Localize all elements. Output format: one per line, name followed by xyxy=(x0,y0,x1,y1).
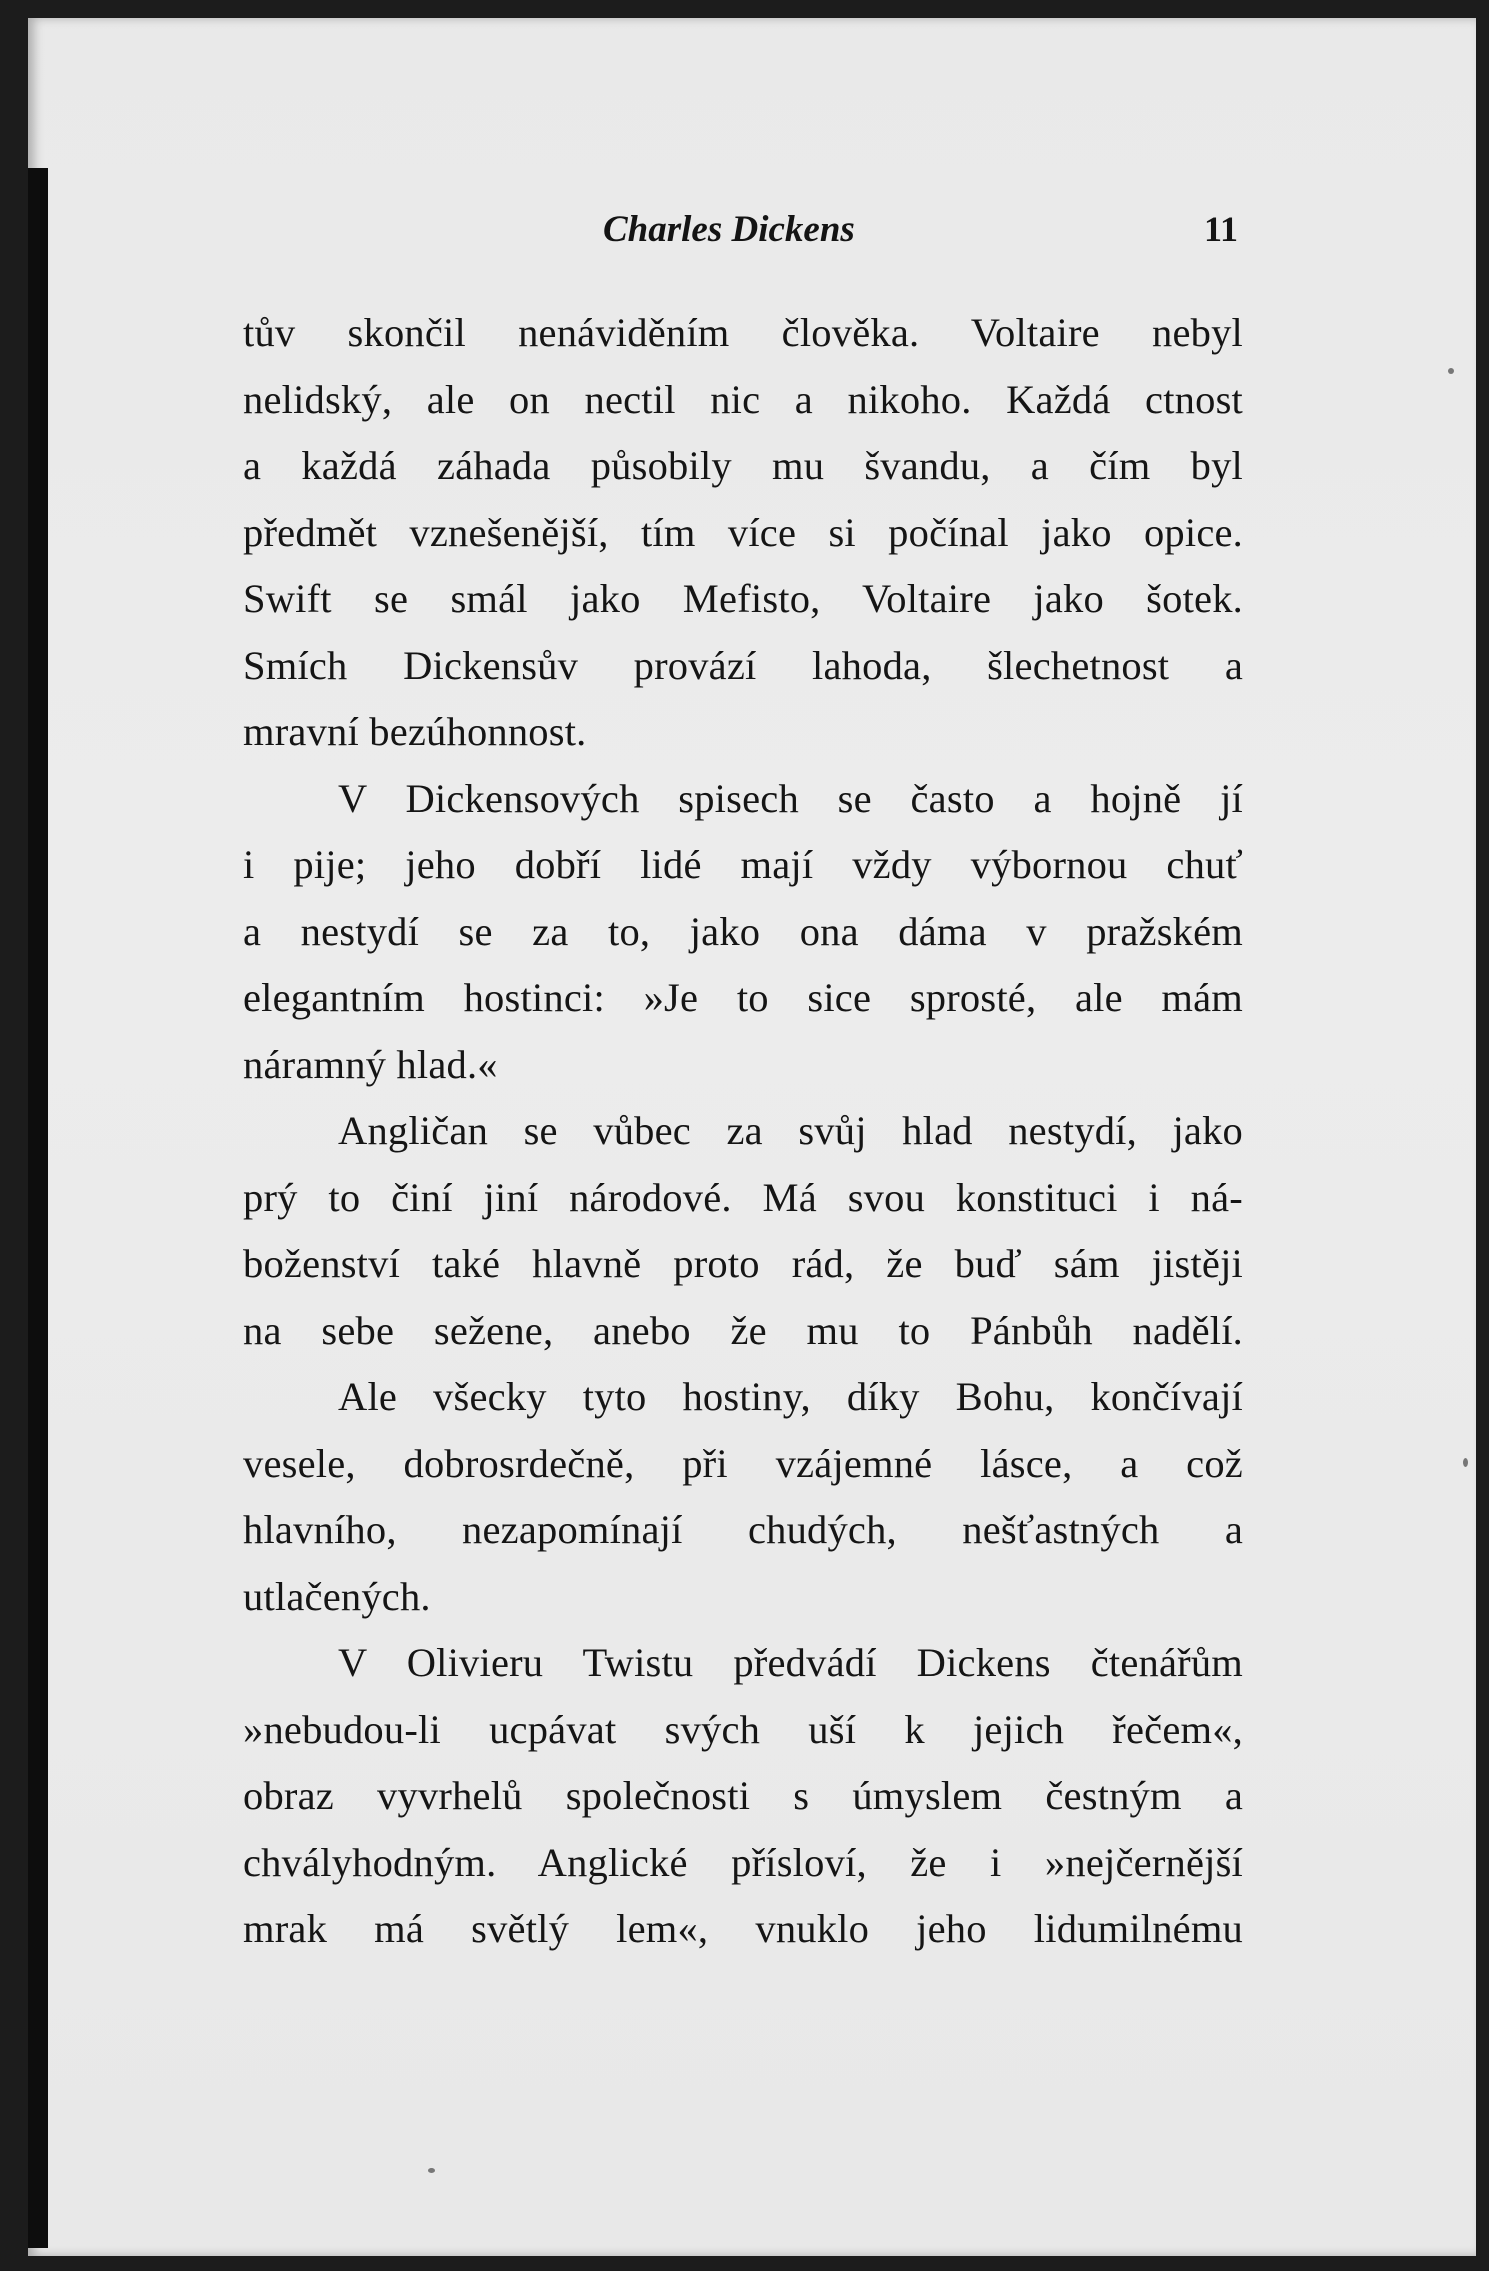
text-line: utlačených. xyxy=(243,1573,431,1619)
text-line: elegantním hostinci: »Je to sice sprosté, ale mám xyxy=(243,975,1243,1020)
text-line: boženství také hlavně proto rád, že buď sám jistěji xyxy=(243,1241,1243,1286)
text-line: Swift se smál jako Mefisto, Voltaire jako šotek. xyxy=(243,576,1243,621)
text-line: »nebudou-li ucpávat svých uší k jejich řečem«, xyxy=(243,1706,1243,1752)
text-line: Angličan se vůbec za svůj hlad nestydí, jako xyxy=(338,1108,1243,1153)
text-line: V Olivieru Twistu předvádí Dickens čtenářům xyxy=(338,1640,1243,1685)
running-title: Charles Dickens xyxy=(603,209,855,250)
text-line: vesele, dobrosrdečně, při vzájemné lásce, a což xyxy=(243,1440,1243,1486)
text-line: hlavního, nezapomínají chudých, nešťastných a xyxy=(243,1507,1243,1552)
text-line: náramný hlad.« xyxy=(243,1041,498,1087)
text-line: Smích Dickensův provází lahoda, šlechetnost a xyxy=(243,642,1243,688)
text-line: tův skončil nenáviděním člověka. Voltaire nebyl xyxy=(243,310,1243,355)
text-line: nelidský, ale on nectil nic a nikoho. Každá ctnost xyxy=(243,376,1243,422)
page-header xyxy=(238,208,1238,258)
text-line: prý to činí jiní národové. Má svou konstituci i ná- xyxy=(243,1174,1243,1220)
text-line: na sebe sežene, anebo že mu to Pánbůh nadělí. xyxy=(243,1307,1243,1353)
paper-speck xyxy=(1448,368,1454,374)
text-line: Ale všecky tyto hostiny, díky Bohu, končívají xyxy=(338,1374,1243,1419)
text-line: mrak má světlý lem«, vnuklo jeho lidumilnému xyxy=(243,1906,1243,1951)
paper-speck xyxy=(1463,1458,1468,1467)
text-line: i pije; jeho dobří lidé mají vždy výbornou chuť xyxy=(243,842,1243,887)
text-line: obraz vyvrhelů společnosti s úmyslem čestným a xyxy=(243,1773,1243,1818)
body-text xyxy=(243,300,1243,1963)
text-line: chvályhodným. Anglické přísloví, že i »nejčernější xyxy=(243,1839,1243,1885)
text-line: a nestydí se za to, jako ona dáma v pražském xyxy=(243,908,1243,954)
paper-speck xyxy=(428,2168,435,2173)
page-number: 11 xyxy=(1203,209,1238,249)
book-page xyxy=(28,18,1476,2256)
text-line: V Dickensových spisech se často a hojně jí xyxy=(338,775,1243,821)
text-line: a každá záhada působily mu švandu, a čím byl xyxy=(243,443,1243,488)
text-line: mravní bezúhonnost. xyxy=(243,709,587,754)
page-spine-shadow xyxy=(28,168,48,2248)
text-line: předmět vznešenější, tím více si počínal jako opice. xyxy=(243,509,1243,555)
